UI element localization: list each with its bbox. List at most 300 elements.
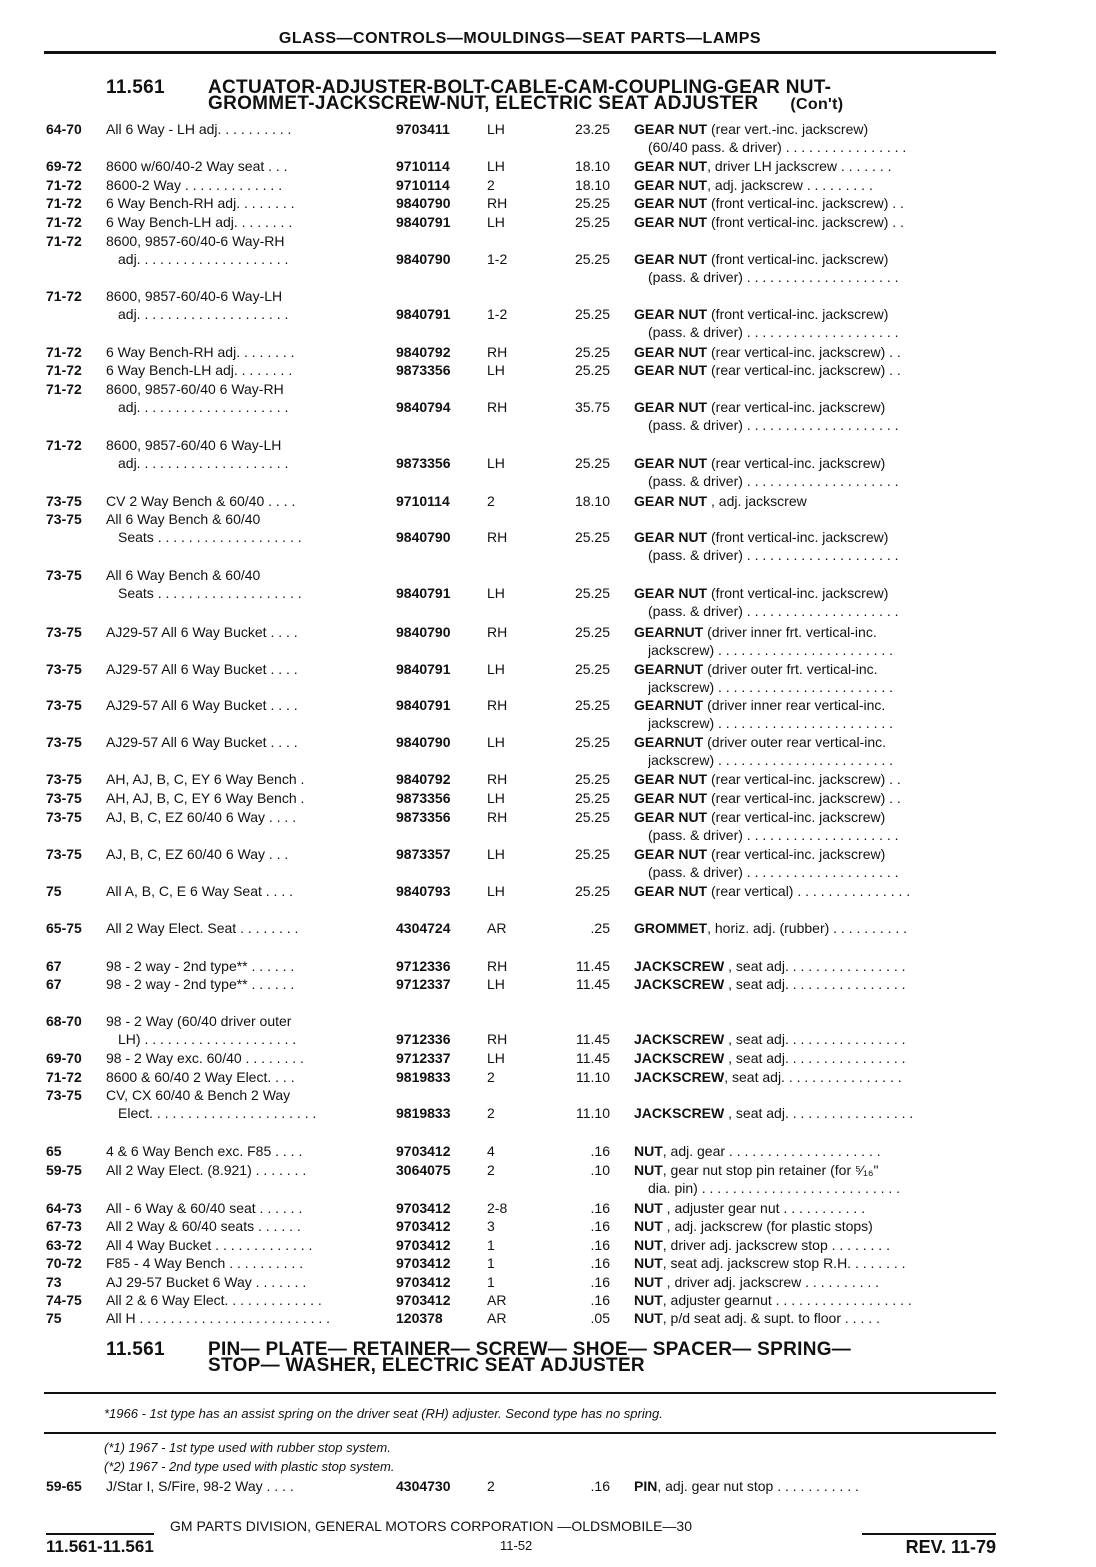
part-number: 9703411 xyxy=(396,121,450,137)
price: 25.25 xyxy=(574,771,610,787)
price: 23.25 xyxy=(574,121,610,137)
year-range: 67 xyxy=(46,976,62,992)
part-name: GEAR NUT xyxy=(634,344,708,360)
part-name: GEAR NUT xyxy=(634,493,708,509)
year-range: 75 xyxy=(46,883,62,899)
application: AJ, B, C, EZ 60/40 6 Way . . . xyxy=(106,846,289,862)
part-name: GEAR NUT xyxy=(634,399,708,415)
description-text: , p/d seat adj. & supt. to floor . . . . . xyxy=(662,1310,880,1326)
description-text: , adj. jackscrew . . . . . . . . . xyxy=(707,177,873,193)
year-range: 73-75 xyxy=(46,511,82,527)
section-title-line2: GROMMET-JACKSCREW-NUT, ELECTRIC SEAT ADJUSTER xyxy=(208,93,759,114)
price: 25.25 xyxy=(574,809,610,825)
part-name: JACKSCREW xyxy=(634,958,725,974)
part-number: 3064075 xyxy=(396,1162,451,1178)
part-name: JACKSCREW xyxy=(634,1031,725,1047)
year-range: 70-72 xyxy=(46,1255,82,1271)
description-text: (driver outer frt. vertical-inc. xyxy=(703,661,878,677)
quantity: AR xyxy=(487,920,507,936)
footnote-2: (*2) 1967 - 2nd type used with plastic stop system. xyxy=(104,1459,395,1474)
year-range: 59-75 xyxy=(46,1162,82,1178)
part-number: 9819833 xyxy=(396,1069,451,1085)
part-number: 9703412 xyxy=(396,1255,451,1271)
price: 18.10 xyxy=(574,177,610,193)
application: 8600, 9857-60/40 6 Way-LH xyxy=(106,437,282,453)
quantity: 2 xyxy=(487,1478,495,1494)
price: 35.75 xyxy=(574,399,610,415)
application: AJ, B, C, EZ 60/40 6 Way . . . . xyxy=(106,809,297,825)
part-name: JACKSCREW xyxy=(634,1050,725,1066)
application: AJ29-57 All 6 Way Bucket . . . . xyxy=(106,697,298,713)
price: .16 xyxy=(590,1478,610,1494)
year-range: 73-75 xyxy=(46,493,82,509)
quantity: RH xyxy=(487,1031,508,1047)
quantity: LH xyxy=(487,846,505,862)
description xyxy=(634,623,998,641)
quantity: AR xyxy=(487,1292,507,1308)
description xyxy=(634,808,998,826)
part-number: 9703412 xyxy=(396,1237,451,1253)
quantity: 3 xyxy=(487,1218,495,1234)
description-text: (rear vertical) . . . . . . . . . . . . . . . xyxy=(707,883,911,899)
description-text: (rear vertical-inc. jackscrew) . . xyxy=(707,771,901,787)
part-name: NUT xyxy=(634,1200,663,1216)
description-text: , seat adj. . . . . . . . . . . . . . . . xyxy=(724,958,906,974)
part-name: PIN xyxy=(634,1478,658,1494)
table-row xyxy=(0,696,1096,734)
table-row xyxy=(0,287,1096,340)
application: 98 - 2 way - 2nd type** . . . . . . xyxy=(106,958,295,974)
application: CV, CX 60/40 & Bench 2 Way xyxy=(106,1087,291,1103)
quantity: RH xyxy=(487,529,508,545)
application: AH, AJ, B, C, EY 6 Way Bench . xyxy=(106,771,305,787)
application-continued: adj. . . . . . . . . . . . . . . . . . . . xyxy=(118,399,289,415)
price: .16 xyxy=(590,1200,610,1216)
description xyxy=(634,213,998,231)
description-text: (rear vert.-inc. jackscrew) xyxy=(707,121,869,137)
application: All 6 Way - LH adj. . . . . . . . . . xyxy=(106,121,292,137)
description-text: (front vertical-inc. jackscrew) xyxy=(707,529,889,545)
year-range: 71-72 xyxy=(46,1069,82,1085)
description-continued: (pass. & driver) . . . . . . . . . . . . . . . . . . . . xyxy=(648,864,899,880)
price: 25.25 xyxy=(574,362,610,378)
year-range: 63-72 xyxy=(46,1237,82,1253)
part-number: 9873356 xyxy=(396,455,451,471)
year-range: 73 xyxy=(46,1274,62,1290)
price: 11.45 xyxy=(576,976,610,992)
description-continued: (pass. & driver) . . . . . . . . . . . . . . . . . . . . xyxy=(648,324,899,340)
quantity: LH xyxy=(487,121,505,137)
description-text: , adjuster gear nut . . . . . . . . . . . xyxy=(662,1200,866,1216)
description xyxy=(634,343,998,361)
price: 25.25 xyxy=(574,846,610,862)
application: AJ 29-57 Bucket 6 Way . . . . . . . xyxy=(106,1274,307,1290)
year-range: 73-75 xyxy=(46,771,82,787)
year-range: 71-72 xyxy=(46,437,82,453)
quantity: LH xyxy=(487,585,505,601)
description-continued: (pass. & driver) . . . . . . . . . . . . . . . . . . . . xyxy=(648,473,899,489)
price: 11.10 xyxy=(576,1069,610,1085)
part-name: NUT xyxy=(634,1162,663,1178)
application: All 2 Way Elect. (8.921) . . . . . . . xyxy=(106,1162,307,1178)
description-continued: (60/40 pass. & driver) . . . . . . . . . . . . . . . . xyxy=(648,139,907,155)
table-row xyxy=(0,566,1096,619)
price: 25.25 xyxy=(574,195,610,211)
description-text: (front vertical-inc. jackscrew) . . xyxy=(707,214,904,230)
part-name: GEAR NUT xyxy=(634,195,708,211)
year-range: 73-75 xyxy=(46,567,82,583)
description xyxy=(634,1291,998,1309)
description xyxy=(634,454,998,472)
quantity: 1 xyxy=(487,1255,495,1271)
quantity: LH xyxy=(487,734,505,750)
part-name: NUT xyxy=(634,1143,663,1159)
part-name: GEAR NUT xyxy=(634,177,708,193)
part-number: 9840794 xyxy=(396,399,451,415)
description xyxy=(634,733,998,751)
price: 25.25 xyxy=(574,697,610,713)
application-continued: adj. . . . . . . . . . . . . . . . . . . . xyxy=(118,306,289,322)
section-title-line1: ACTUATOR-ADJUSTER-BOLT-CABLE-CAM-COUPLING-GEAR NUT- xyxy=(208,77,832,98)
description-text: , driver LH jackscrew . . . . . . . xyxy=(707,158,892,174)
description xyxy=(634,1254,998,1272)
quantity: 2 xyxy=(487,177,495,193)
part-name: GEAR NUT xyxy=(634,455,708,471)
description xyxy=(634,1161,998,1179)
quantity: 1 xyxy=(487,1274,495,1290)
section-title-line2: STOP— WASHER, ELECTRIC SEAT ADJUSTER xyxy=(208,1355,645,1376)
application-continued: Seats . . . . . . . . . . . . . . . . . . . xyxy=(118,529,302,545)
description xyxy=(634,194,998,212)
description-text: (rear vertical-inc. jackscrew) xyxy=(707,455,886,471)
part-name: NUT xyxy=(634,1237,663,1253)
part-number: 9840791 xyxy=(396,585,451,601)
table-row xyxy=(0,1012,1096,1050)
quantity: AR xyxy=(487,1310,507,1326)
year-range: 73-75 xyxy=(46,734,82,750)
application: 4 & 6 Way Bench exc. F85 . . . . xyxy=(106,1143,303,1159)
part-number: 9710114 xyxy=(396,493,450,509)
description xyxy=(634,305,998,323)
application: CV 2 Way Bench & 60/40 . . . . xyxy=(106,493,296,509)
price: 25.25 xyxy=(574,661,610,677)
price: 25.25 xyxy=(574,455,610,471)
part-name: GEAR NUT xyxy=(634,771,708,787)
part-number: 9710114 xyxy=(396,177,450,193)
part-number: 4304730 xyxy=(396,1478,451,1494)
application: AJ29-57 All 6 Way Bucket . . . . xyxy=(106,661,298,677)
footnote-main: *1966 - 1st type has an assist spring on the driver seat (RH) adjuster. Second type has no spring. xyxy=(104,1406,663,1421)
year-range: 71-72 xyxy=(46,344,82,360)
application: 8600-2 Way . . . . . . . . . . . . . xyxy=(106,177,283,193)
part-number: 9840791 xyxy=(396,214,451,230)
description xyxy=(634,528,998,546)
description-text: (front vertical-inc. jackscrew) xyxy=(707,585,889,601)
part-number: 9840790 xyxy=(396,195,451,211)
part-name: GEAR NUT xyxy=(634,846,708,862)
application: 8600, 9857-60/40 6 Way-RH xyxy=(106,381,284,397)
application: All - 6 Way & 60/40 seat . . . . . . xyxy=(106,1200,303,1216)
description xyxy=(634,1142,998,1160)
price: .16 xyxy=(590,1218,610,1234)
description-continued: jackscrew) . . . . . . . . . . . . . . . . . . . . . . . xyxy=(648,752,894,768)
part-name: GEAR NUT xyxy=(634,362,708,378)
description-text: , driver adj. jackscrew stop . . . . . . . . xyxy=(662,1237,890,1253)
quantity: RH xyxy=(487,195,508,211)
description xyxy=(634,789,998,807)
table-row xyxy=(0,919,1096,957)
application: All 2 & 6 Way Elect. . . . . . . . . . . . . xyxy=(106,1292,322,1308)
application-continued: adj. . . . . . . . . . . . . . . . . . . . xyxy=(118,251,289,267)
application: 8600, 9857-60/40-6 Way-LH xyxy=(106,288,283,304)
description-text: (rear vertical-inc. jackscrew) . . xyxy=(707,344,901,360)
application: All 6 Way Bench & 60/40 xyxy=(106,567,261,583)
description xyxy=(634,660,998,678)
table-row xyxy=(0,436,1096,489)
part-number: 9840790 xyxy=(396,251,451,267)
year-range: 65-75 xyxy=(46,920,82,936)
quantity: LH xyxy=(487,1050,505,1066)
price: 25.25 xyxy=(574,251,610,267)
price: 11.45 xyxy=(576,958,610,974)
quantity: LH xyxy=(487,362,505,378)
description xyxy=(634,696,998,714)
application: All 2 Way & 60/40 seats . . . . . . xyxy=(106,1218,301,1234)
description xyxy=(634,361,998,379)
part-name: JACKSCREW xyxy=(634,1069,725,1085)
year-range: 75 xyxy=(46,1310,62,1326)
description xyxy=(634,584,998,602)
description-text: , driver adj. jackscrew . . . . . . . . . . xyxy=(662,1274,880,1290)
description-text: (front vertical-inc. jackscrew) xyxy=(707,251,889,267)
table-row xyxy=(0,510,1096,563)
description xyxy=(634,975,998,993)
part-number: 9703412 xyxy=(396,1274,451,1290)
part-name: GEAR NUT xyxy=(634,529,708,545)
part-name: GEARNUT xyxy=(634,624,704,640)
price: 25.25 xyxy=(574,529,610,545)
description-text: , seat adj. . . . . . . . . . . . . . . . xyxy=(724,1031,906,1047)
continued-label: (Con't) xyxy=(790,96,844,113)
table-row xyxy=(0,882,1096,920)
description xyxy=(634,1030,998,1048)
application-continued: Seats . . . . . . . . . . . . . . . . . . . xyxy=(118,585,302,601)
year-range: 68-70 xyxy=(46,1013,82,1029)
price: 18.10 xyxy=(574,158,610,174)
description-text: (rear vertical-inc. jackscrew) . . xyxy=(707,790,901,806)
year-range: 71-72 xyxy=(46,177,82,193)
application: All 4 Way Bucket . . . . . . . . . . . . . xyxy=(106,1237,313,1253)
year-range: 73-75 xyxy=(46,624,82,640)
part-name: GEAR NUT xyxy=(634,306,708,322)
footer-revision: REV. 11-79 xyxy=(862,1533,996,1558)
part-number: 9840793 xyxy=(396,883,451,899)
part-name: NUT xyxy=(634,1292,663,1308)
footer-page-number: 11-52 xyxy=(500,1538,533,1553)
description xyxy=(634,250,998,268)
year-range: 69-72 xyxy=(46,158,82,174)
application: All 2 Way Elect. Seat . . . . . . . . xyxy=(106,920,299,936)
section-number: 11.561 xyxy=(106,77,165,98)
part-number: 9703412 xyxy=(396,1292,451,1308)
year-range: 64-73 xyxy=(46,1200,82,1216)
price: 25.25 xyxy=(574,214,610,230)
application: 98 - 2 Way (60/40 driver outer xyxy=(106,1013,292,1029)
price: .05 xyxy=(590,1310,610,1326)
price: .25 xyxy=(590,920,610,936)
part-name: GEAR NUT xyxy=(634,809,708,825)
part-name: GEARNUT xyxy=(634,734,704,750)
description-continued: jackscrew) . . . . . . . . . . . . . . . . . . . . . . . xyxy=(648,642,894,658)
part-number: 4304724 xyxy=(396,920,451,936)
part-number: 120378 xyxy=(396,1310,443,1326)
description-text: , adjuster gearnut . . . . . . . . . . . . . . . . . . xyxy=(662,1292,912,1308)
description-continued: (pass. & driver) . . . . . . . . . . . . . . . . . . . . xyxy=(648,269,899,285)
divider xyxy=(44,1392,996,1394)
application: 6 Way Bench-RH adj. . . . . . . . xyxy=(106,344,295,360)
description xyxy=(634,492,998,510)
application: F85 - 4 Way Bench . . . . . . . . . . xyxy=(106,1255,304,1271)
year-range: 74-75 xyxy=(46,1292,82,1308)
part-number: 9840792 xyxy=(396,344,451,360)
part-number: 9840791 xyxy=(396,306,451,322)
quantity: 1-2 xyxy=(487,306,508,322)
part-name: GEAR NUT xyxy=(634,790,708,806)
part-name: NUT xyxy=(634,1274,663,1290)
application: 6 Way Bench-RH adj. . . . . . . . xyxy=(106,195,295,211)
part-number: 9712336 xyxy=(396,958,451,974)
footnote-1: (*1) 1967 - 1st type used with rubber stop system. xyxy=(104,1440,391,1455)
year-range: 73-75 xyxy=(46,790,82,806)
description xyxy=(634,1236,998,1254)
year-range: 71-72 xyxy=(46,362,82,378)
quantity: LH xyxy=(487,883,505,899)
part-name: GEAR NUT xyxy=(634,585,708,601)
part-name: JACKSCREW xyxy=(634,1105,725,1121)
part-number: 9840790 xyxy=(396,529,451,545)
table-row xyxy=(0,1477,1096,1515)
table-row xyxy=(0,808,1096,846)
quantity: 2 xyxy=(487,493,495,509)
description-continued: (pass. & driver) . . . . . . . . . . . . . . . . . . . . xyxy=(648,827,899,843)
description-continued: jackscrew) . . . . . . . . . . . . . . . . . . . . . . . xyxy=(648,715,894,731)
year-range: 71-72 xyxy=(46,214,82,230)
description-text: , seat adj. . . . . . . . . . . . . . . . xyxy=(724,976,906,992)
description-continued: (pass. & driver) . . . . . . . . . . . . . . . . . . . . xyxy=(648,417,899,433)
description xyxy=(634,1068,998,1086)
year-range: 71-72 xyxy=(46,195,82,211)
description xyxy=(634,120,998,138)
footer-division: GM PARTS DIVISION, GENERAL MOTORS CORPORATION —OLDSMOBILE—30 xyxy=(170,1518,692,1534)
price: .10 xyxy=(590,1162,610,1178)
part-name: JACKSCREW xyxy=(634,976,725,992)
description-text: , adj. gear nut stop . . . . . . . . . . . xyxy=(657,1478,859,1494)
description-text: , horiz. adj. (rubber) . . . . . . . . . . xyxy=(707,920,908,936)
description xyxy=(634,1309,998,1327)
part-number: 9840791 xyxy=(396,697,451,713)
description-text: , adj. jackscrew xyxy=(707,493,807,509)
price: 25.25 xyxy=(574,585,610,601)
price: 11.10 xyxy=(576,1105,610,1121)
quantity: LH xyxy=(487,976,505,992)
application: 8600, 9857-60/40-6 Way-RH xyxy=(106,233,285,249)
part-number: 9710114 xyxy=(396,158,450,174)
year-range: 71-72 xyxy=(46,288,82,304)
part-number: 9712337 xyxy=(396,1050,451,1066)
description xyxy=(634,1104,998,1122)
year-range: 71-72 xyxy=(46,381,82,397)
price: 25.25 xyxy=(574,306,610,322)
description-text: , adj. gear . . . . . . . . . . . . . . . . . . . . xyxy=(662,1143,881,1159)
part-number: 9840790 xyxy=(396,734,451,750)
year-range: 67 xyxy=(46,958,62,974)
description-text: (rear vertical-inc. jackscrew) xyxy=(707,846,886,862)
description xyxy=(634,957,998,975)
year-range: 69-70 xyxy=(46,1050,82,1066)
application: AJ29-57 All 6 Way Bucket . . . . xyxy=(106,624,298,640)
year-range: 73-75 xyxy=(46,846,82,862)
quantity: 2 xyxy=(487,1105,495,1121)
description-text: (driver outer rear vertical-inc. xyxy=(703,734,887,750)
quantity: 1-2 xyxy=(487,251,508,267)
description xyxy=(634,919,998,937)
year-range: 64-70 xyxy=(46,121,82,137)
description xyxy=(634,398,998,416)
part-number: 9819833 xyxy=(396,1105,451,1121)
quantity: RH xyxy=(487,771,508,787)
part-name: GEARNUT xyxy=(634,661,704,677)
description-text: (driver inner rear vertical-inc. xyxy=(703,697,886,713)
description-text: , gear nut stop pin retainer (for ⁵⁄₁₆" xyxy=(662,1162,879,1178)
description-text: (rear vertical-inc. jackscrew) xyxy=(707,809,886,825)
description xyxy=(634,157,998,175)
table-row xyxy=(0,845,1096,883)
part-number: 9873357 xyxy=(396,846,451,862)
year-range: 73-75 xyxy=(46,697,82,713)
description xyxy=(634,176,998,194)
price: 25.25 xyxy=(574,734,610,750)
description-continued: (pass. & driver) . . . . . . . . . . . . . . . . . . . . xyxy=(648,547,899,563)
year-range: 73-75 xyxy=(46,1087,82,1103)
description-continued: (pass. & driver) . . . . . . . . . . . . . . . . . . . . xyxy=(648,603,899,619)
quantity: LH xyxy=(487,661,505,677)
application: All 6 Way Bench & 60/40 xyxy=(106,511,261,527)
part-name: GROMMET xyxy=(634,920,708,936)
page-header: GLASS—CONTROLS—MOULDINGS—SEAT PARTS—LAMPS xyxy=(44,30,996,54)
table-row xyxy=(0,660,1096,698)
application: 6 Way Bench-LH adj. . . . . . . . xyxy=(106,362,293,378)
description xyxy=(634,1217,998,1235)
part-number: 9712337 xyxy=(396,976,451,992)
part-name: NUT xyxy=(634,1255,663,1271)
quantity: 2 xyxy=(487,1162,495,1178)
part-number: 9840792 xyxy=(396,771,451,787)
footer-range: 11.561-11.561 xyxy=(46,1533,154,1557)
price: 18.10 xyxy=(574,493,610,509)
quantity: 2-8 xyxy=(487,1200,508,1216)
quantity: 4 xyxy=(487,1143,495,1159)
description xyxy=(634,845,998,863)
quantity: RH xyxy=(487,344,508,360)
part-name: GEAR NUT xyxy=(634,251,708,267)
year-range: 73-75 xyxy=(46,809,82,825)
part-name: NUT xyxy=(634,1218,663,1234)
quantity: RH xyxy=(487,399,508,415)
price: 25.25 xyxy=(574,883,610,899)
application: 8600 & 60/40 2 Way Elect. . . . xyxy=(106,1069,295,1085)
quantity: LH xyxy=(487,158,505,174)
description xyxy=(634,1049,998,1067)
